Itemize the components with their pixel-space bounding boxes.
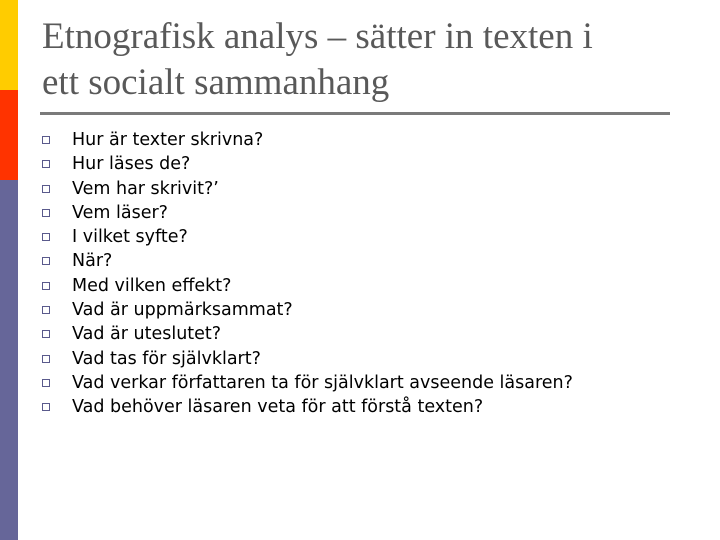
bullet-item [40,249,573,273]
hollow-square-icon [42,379,50,387]
bullet-text: Med vilken effekt? [72,275,232,296]
bullet-text: I vilket syfte? [72,227,188,248]
hollow-square-icon [42,355,50,363]
bullet-text: Vad verkar författaren ta för självklart avseende läsaren? [72,372,573,393]
bullet-item [40,298,573,322]
bullet-item [40,347,573,371]
bullet-text: Hur är texter skrivna? [72,130,264,150]
hollow-square-icon [42,282,50,290]
side-accent-bar-red [0,90,18,180]
side-accent-bar-yellow [0,0,18,90]
bullet-item [40,225,573,249]
bullet-item [40,128,573,152]
slide-title-line1: Etnografisk analys – sätter in texten i [42,16,593,57]
bullet-text: Vad behöver läsaren veta för att förstå texten? [72,397,484,418]
hollow-square-icon [42,330,50,338]
bullet-item [40,201,573,225]
hollow-square-icon [42,403,50,411]
title-underline [40,112,670,115]
bullet-text: Vad är uteslutet? [72,324,222,345]
bullet-item [40,152,573,176]
hollow-square-icon [42,185,50,193]
bullet-item [40,322,573,346]
bullet-text: När? [72,251,113,272]
bullet-item [40,177,573,201]
slide-title [42,14,682,106]
hollow-square-icon [42,160,50,168]
hollow-square-icon [42,306,50,314]
hollow-square-icon [42,136,50,144]
bullet-text: Vem har skrivit?’ [72,178,219,199]
hollow-square-icon [42,257,50,265]
bullet-list [40,128,573,420]
bullet-item [40,371,573,395]
bullet-text: Vad är uppmärksammat? [72,300,293,321]
hollow-square-icon [42,209,50,217]
side-accent-bar-purple [0,180,18,540]
hollow-square-icon [42,233,50,241]
bullet-text: Vad tas för självklart? [72,348,261,369]
bullet-text: Vem läser? [72,202,168,223]
bullet-text: Hur läses de? [72,154,191,175]
bullet-item [40,395,573,419]
bullet-item [40,274,573,298]
slide-title-line2: ett socialt sammanhang [42,62,390,103]
